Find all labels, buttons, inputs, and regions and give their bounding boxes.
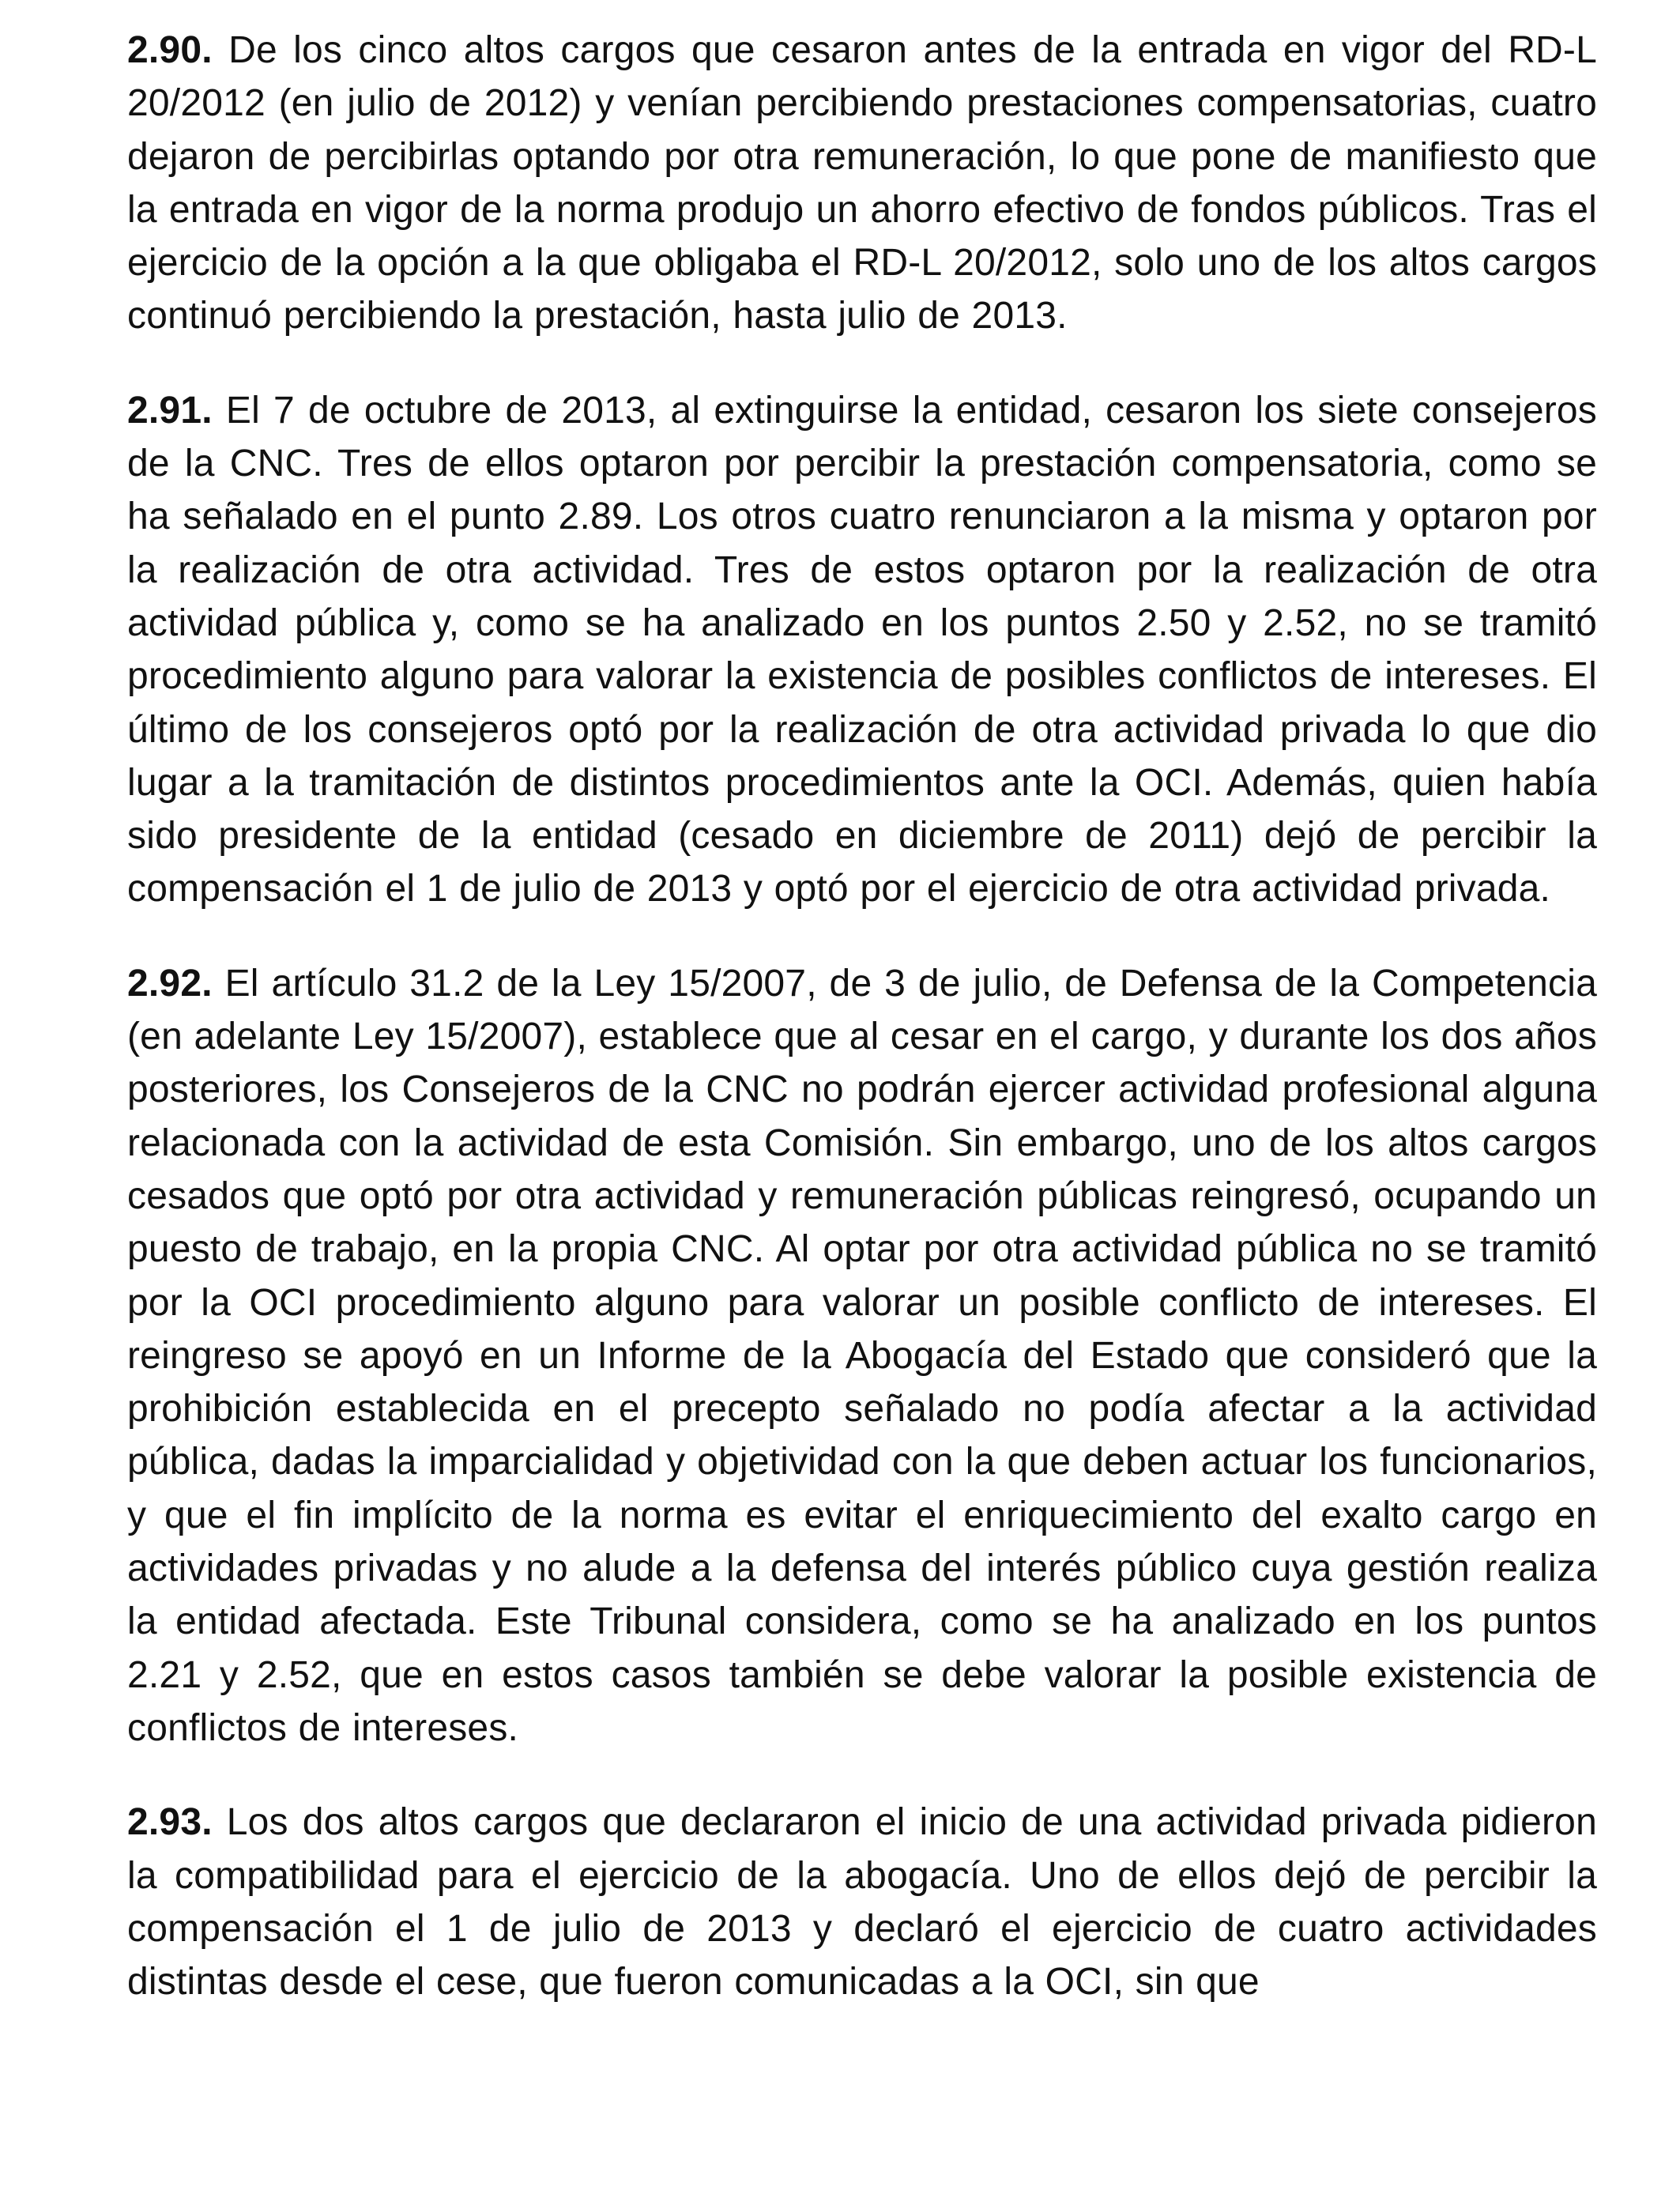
paragraph-2-90 <box>127 24 1597 343</box>
paragraph-text: Los dos altos cargos que declararon el inicio de una actividad privada pidieron la compatibilidad para el ejercicio de la abogacía. Uno de ellos dejó de percibir la compensación el 1 de julio de 2013 y declaró el ejercicio de cuatro actividades distintas desde el cese, que fueron comunicadas a la OCI, sin que <box>127 1801 1597 2004</box>
paragraph-2-93 <box>127 1796 1597 2008</box>
paragraph-number: 2.92. <box>127 962 213 1005</box>
paragraph-text: El artículo 31.2 de la Ley 15/2007, de 3 de julio, de Defensa de la Competencia (en adelante Ley 15/2007), establece que al cesar en el cargo, y durante los dos años posteriores, los Consejeros de la CNC no podrán ejercer actividad profesional alguna relacionada con la actividad de esta Comisión. Sin embargo, uno de los altos cargos cesados que optó por otra actividad y remuneración públicas reingresó, ocupando un puesto de trabajo, en la propia CNC. Al optar por otra actividad pública no se tramitó por la OCI procedimiento alguno para valorar un posible conflicto de intereses. El reingreso se apoyó en un Informe de la Abogacía del Estado que consideró que la prohibición establecida en el precepto señalado no podía afectar a la actividad pública, dadas la imparcialidad y objetividad con la que deben actuar los funcionarios, y que el fin implícito de la norma es evitar el enriquecimiento del exalto cargo en actividades privadas y no alude a la defensa del interés público cuya gestión realiza la entidad afectada. Este Tribunal considera, como se ha analizado en los puntos 2.21 y 2.52, que en estos casos también se debe valorar la posible existencia de conflictos de intereses. <box>127 962 1597 1749</box>
document-page <box>127 24 1597 2008</box>
paragraph-text: De los cinco altos cargos que cesaron antes de la entrada en vigor del RD-L 20/2012 (en julio de 2012) y venían percibiendo prestaciones compensatorias, cuatro dejaron de percibirlas optando por otra remuneración, lo que pone de manifiesto que la entrada en vigor de la norma produjo un ahorro efectivo de fondos públicos. Tras el ejercicio de la opción a la que obligaba el RD-L 20/2012, solo uno de los altos cargos continuó percibiendo la prestación, hasta julio de 2013. <box>127 29 1598 337</box>
paragraph-2-91 <box>127 384 1597 916</box>
paragraph-number: 2.91. <box>127 389 213 432</box>
paragraph-text: El 7 de octubre de 2013, al extinguirse la entidad, cesaron los siete consejeros de la CNC. Tres de ellos optaron por percibir la prestación compensatoria, como se ha señalado en el punto 2.89. Los otros cuatro renunciaron a la misma y optaron por la realización de otra actividad. Tres de estos optaron por la realización de otra actividad pública y, como se ha analizado en los puntos 2.50 y 2.52, no se tramitó procedimiento alguno para valorar la existencia de posibles conflictos de intereses. El último de los consejeros optó por la realización de otra actividad privada lo que dio lugar a la tramitación de distintos procedimientos ante la OCI. Además, quien había sido presidente de la entidad (cesado en diciembre de 2011) dejó de percibir la compensación el 1 de julio de 2013 y optó por el ejercicio de otra actividad privada. <box>127 389 1597 910</box>
paragraph-number: 2.90. <box>127 29 213 71</box>
paragraph-2-92 <box>127 957 1597 1755</box>
paragraph-number: 2.93. <box>127 1801 213 1844</box>
